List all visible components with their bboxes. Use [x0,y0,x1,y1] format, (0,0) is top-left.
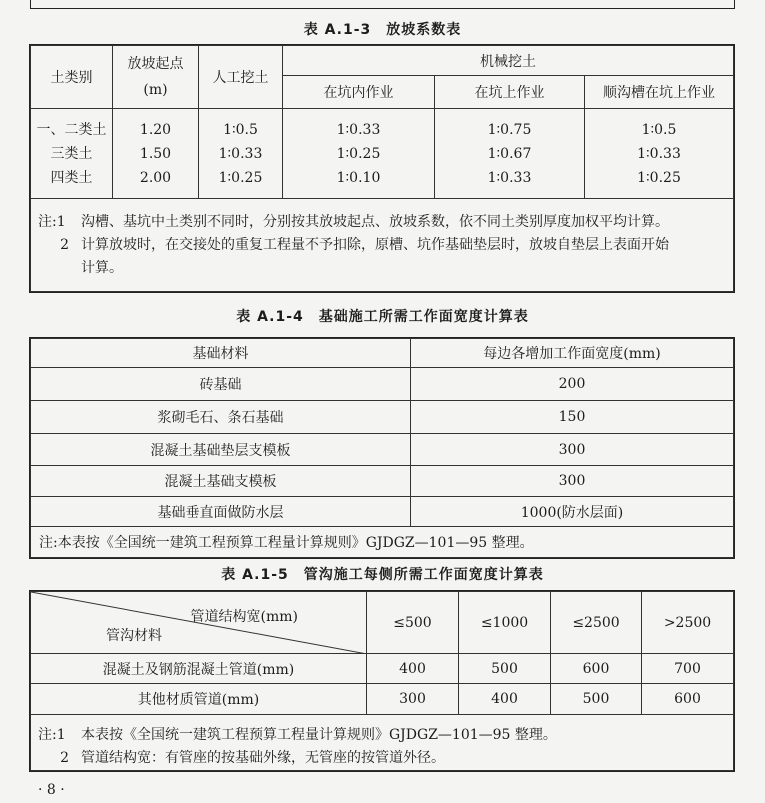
previous-section-frame [30,0,735,9]
width-cell: 150 [411,401,734,434]
column-header: ≤500 [367,592,459,654]
header-in-pit: 在坑内作业 [283,76,435,109]
material-cell: 混凝土基础支模板 [31,466,411,497]
header-on-pit: 在坑上作业 [435,76,585,109]
header-slope-start-line1: 放坡起点 [127,56,184,72]
manual-cell: 1∶0.5 [223,121,258,138]
value-cell: 600 [551,654,642,684]
soil-type-cell: 三类土 [50,145,93,162]
header-pipe-width: 管道结构宽(mm) [190,609,298,625]
on-pit-cell: 1∶0.75 [487,121,532,138]
in-pit-column [283,109,435,199]
slope-start-cell: 1.50 [139,145,172,162]
note-number: 1 [56,214,66,230]
width-cell: 300 [411,434,734,466]
value-cell: 500 [459,654,551,684]
header-along-trench: 顺沟槽在坑上作业 [585,76,734,109]
table-row [31,497,734,527]
note-label: 注: [38,727,57,743]
in-pit-cell: 1∶0.25 [336,145,381,162]
table-row [31,654,734,684]
note-indent [38,257,81,280]
in-pit-cell: 1∶0.10 [336,169,381,186]
width-cell: 200 [411,368,734,401]
note-text: 计算放坡时，在交接处的重复工程量不予扣除，原槽、坑作基础垫层时，放坡自垫层上表面开始 [81,237,669,253]
column-header: >2500 [642,592,734,654]
value-cell: 600 [642,684,734,715]
table-row [31,368,734,401]
diagonal-header-cell [31,592,367,654]
table-a13-notes [38,211,728,280]
note-prefix [38,211,81,234]
table-row [31,466,734,497]
material-cell: 混凝土基础垫层支模板 [31,434,411,466]
table-a13-caption: 表 A.1-3 放坡系数表 [303,22,462,38]
material-cell: 基础垂直面做防水层 [31,497,411,527]
width-cell: 300 [411,466,734,497]
header-manual: 人工挖土 [199,46,283,109]
header-trench-material: 管沟材料 [106,628,162,644]
header-mechanical: 机械挖土 [283,46,734,76]
note-number: 1 [56,727,66,743]
column-header: ≤2500 [551,592,642,654]
note-text: 管道结构宽：有管座的按基础外缘，无管座的按管道外径。 [81,750,445,766]
row-label: 其他材质管道(mm) [31,684,367,715]
along-trench-cell: 1∶0.33 [637,145,681,162]
table-row [31,401,734,434]
column-header: ≤1000 [459,592,551,654]
slope-start-cell: 1.20 [139,121,172,138]
value-cell: 300 [367,684,459,715]
in-pit-cell: 1∶0.33 [336,121,381,138]
table-row [31,434,734,466]
slope-start-cell: 2.00 [139,169,172,186]
note-text: 计算。 [81,260,123,276]
soil-type-cell: 一、二类土 [36,121,107,138]
note-number: 2 [60,750,69,766]
note-prefix [38,724,81,747]
note-text: 本表按《全国统一建筑工程预算工程量计算规则》GJDGZ—101—95 整理。 [81,727,557,743]
header-slope-start-line2: (m) [143,82,168,98]
width-cell: 1000(防水层面) [411,497,734,527]
on-pit-column [435,109,585,199]
header-slope-start [113,46,199,109]
working-width-table [30,338,734,558]
along-trench-cell: 1∶0.25 [637,169,681,186]
on-pit-cell: 1∶0.67 [487,145,532,162]
manual-cell: 1∶0.25 [218,169,263,186]
on-pit-cell: 1∶0.33 [487,169,532,186]
manual-cell: 1∶0.33 [218,145,263,162]
value-cell: 400 [367,654,459,684]
header-soil-type: 土类别 [31,46,113,109]
note-number: 2 [60,237,69,253]
table-row [31,684,734,715]
header-material: 基础材料 [31,339,411,368]
soil-type-column [31,109,113,199]
row-label: 混凝土及钢筋混凝土管道(mm) [31,654,367,684]
value-cell: 700 [642,654,734,684]
table-a15-notes [38,724,728,770]
along-trench-cell: 1∶0.5 [641,121,677,138]
note-text: 沟槽、基坑中土类别不同时，分别按其放坡起点、放坡系数，依不同土类别厚度加权平均计算。 [81,214,669,230]
table-a14-note [31,527,734,558]
slope-start-column [113,109,199,199]
material-cell: 砖基础 [31,368,411,401]
manual-column [199,109,283,199]
page-number: · 8 · [38,782,65,798]
note-text: 注:本表按《全国统一建筑工程预算工程量计算规则》GJDGZ—101—95 整理。 [39,535,534,551]
table-a14-caption: 表 A.1-4 基础施工所需工作面宽度计算表 [236,309,529,325]
note-label: 注: [38,214,57,230]
header-width: 每边各增加工作面宽度(mm) [411,339,734,368]
value-cell: 400 [459,684,551,715]
soil-type-cell: 四类土 [50,169,93,186]
table-a15-caption: 表 A.1-5 管沟施工每侧所需工作面宽度计算表 [221,567,544,583]
value-cell: 500 [551,684,642,715]
material-cell: 浆砌毛石、条石基础 [31,401,411,434]
along-trench-column [585,109,734,199]
